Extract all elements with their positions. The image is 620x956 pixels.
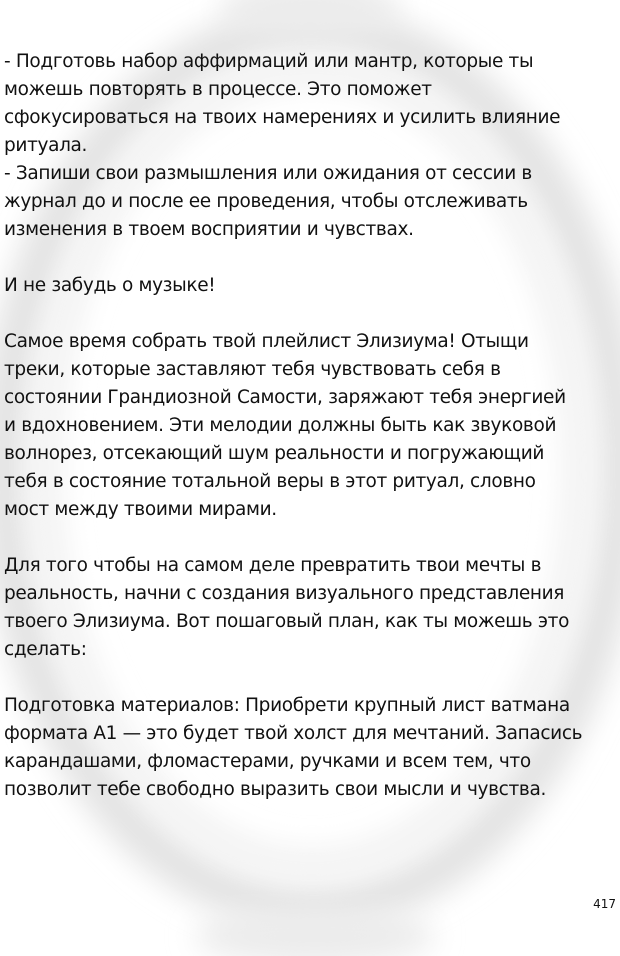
paragraph-visual-plan: [4, 552, 616, 664]
text-line: Самое время собрать твой плейлист Элизиума! Отыщи: [4, 331, 529, 352]
text-line: твоего Элизиума. Вот пошаговый план, как ты можешь это: [4, 611, 570, 632]
text-line: позволит тебе свободно выразить свои мысли и чувства.: [4, 779, 546, 800]
text-line: мост между твоими мирами.: [4, 499, 277, 520]
paragraph-gap: [4, 664, 616, 692]
text-line: состоянии Грандиозной Самости, заряжают тебя энергией: [4, 387, 566, 408]
text-line: волнорез, отсекающий шум реальности и погружающий: [4, 443, 545, 464]
paragraph-gap: [4, 524, 616, 552]
paragraph-playlist: [4, 328, 616, 524]
text-line: можешь повторять в процессе. Это поможет: [4, 79, 432, 100]
text-line: изменения в твоем восприятии и чувствах.: [4, 219, 414, 240]
text-line: ритуала.: [4, 135, 88, 156]
text-line: реальность, начни с создания визуального представления: [4, 583, 565, 604]
paragraph-journal: [4, 160, 616, 244]
text-line: - Подготовь набор аффирмаций или мантр, которые ты: [4, 51, 534, 72]
text-line: журнал до и после ее проведения, чтобы отслеживать: [4, 191, 528, 212]
paragraph-music: [4, 272, 616, 300]
body-text: [4, 48, 616, 804]
text-line: и вдохновением. Эти мелодии должны быть как звуковой: [4, 415, 557, 436]
paragraph-materials: [4, 692, 616, 804]
page-number: 417: [593, 897, 616, 911]
paragraph-gap: [4, 300, 616, 328]
text-line: И не забудь о музыке!: [4, 275, 216, 296]
text-line: карандашами, фломастерами, ручками и всем тем, что: [4, 751, 531, 772]
text-line: треки, которые заставляют тебя чувствовать себя в: [4, 359, 501, 380]
text-line: формата А1 — это будет твой холст для мечтаний. Запасись: [4, 723, 583, 744]
paragraph-gap: [4, 244, 616, 272]
text-line: сделать:: [4, 639, 87, 660]
text-line: Подготовка материалов: Приобрети крупный лист ватмана: [4, 695, 570, 716]
text-line: - Запиши свои размышления или ожидания от сессии в: [4, 163, 532, 184]
text-line: Для того чтобы на самом деле превратить твои мечты в: [4, 555, 542, 576]
paragraph-affirmations: [4, 48, 616, 160]
text-line: сфокусироваться на твоих намерениях и усилить влияние: [4, 107, 561, 128]
text-line: тебя в состояние тотальной веры в этот ритуал, словно: [4, 471, 536, 492]
